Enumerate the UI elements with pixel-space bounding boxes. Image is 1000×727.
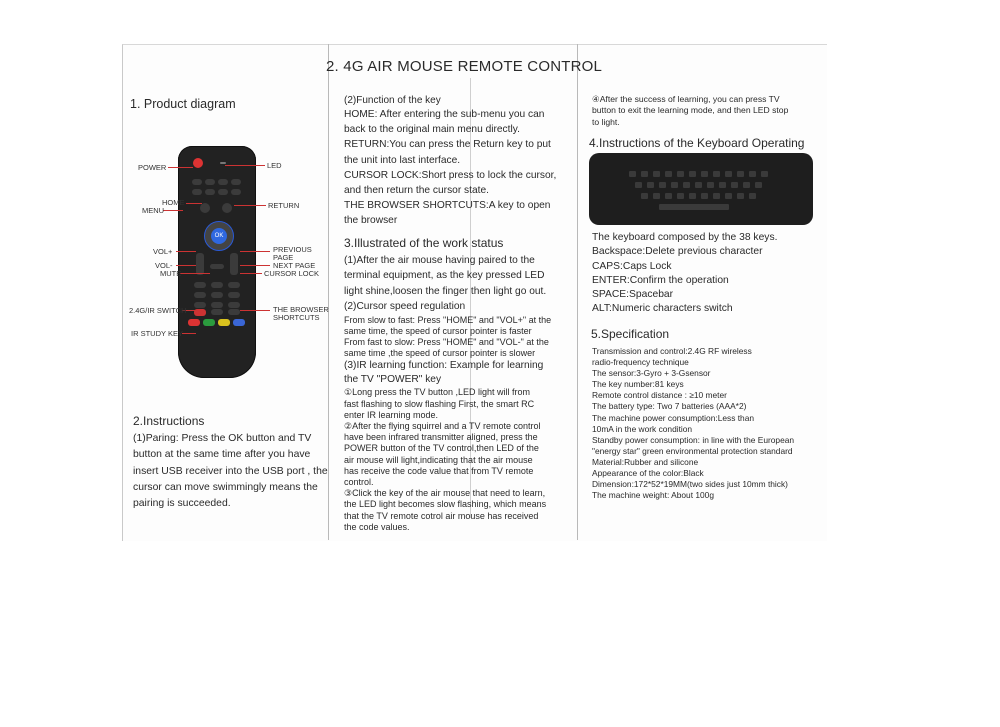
- func-line: THE BROWSER SHORTCUTS:A key to open: [344, 200, 551, 212]
- func-line: RETURN:You can press the Return key to put: [344, 139, 551, 151]
- ir-line: ③Click the key of the air mouse that need to learn,: [344, 488, 546, 499]
- label-vol-down: VOL-: [155, 261, 173, 270]
- ir-line: ①Long press the TV button ,LED light will from: [344, 387, 530, 398]
- ir-line: control.: [344, 477, 374, 488]
- ok-button-shape: OK: [211, 228, 227, 244]
- column-learning-end: [592, 94, 822, 128]
- ir-line: fast flashing to slow flashing First, the smart RC: [344, 398, 535, 409]
- work-line: (1)After the air mouse having paired to the: [344, 254, 535, 266]
- blue-key: [233, 319, 245, 326]
- spec-line: The sensor:3-Gyro + 3-Gsensor: [592, 368, 711, 379]
- ir-heading-line: (3)IR learning function: Example for learning: [344, 360, 544, 372]
- spec-line: Transmission and control:2.4G RF wireless: [592, 346, 752, 356]
- speed-line: same time ,the speed of cursor pointer is slower: [344, 348, 536, 359]
- fold-line-right: [577, 44, 578, 540]
- ir-line: has receive the code value that from TV remote: [344, 465, 534, 476]
- learning-line: button to exit the learning mode, and then LED stop: [592, 105, 789, 116]
- spec-line: "energy star" green environmental protection standard: [592, 445, 793, 456]
- speed-line: From slow to fast: Press "HOME" and "VOL+" at the: [344, 314, 552, 325]
- spec-line: radio-frequency technique: [592, 357, 689, 368]
- ir-line: the code values.: [344, 521, 410, 532]
- spec-line: 10mA in the work condition: [592, 423, 693, 434]
- label-menu: MENU: [142, 206, 165, 215]
- mute-button-shape: [210, 264, 224, 269]
- work-line: light shine,loosen the finger then light go out.: [344, 285, 547, 297]
- keyboard-instructions: [592, 231, 822, 317]
- func-line: and then return the cursor state.: [344, 185, 489, 197]
- keyboard-image: [589, 153, 813, 225]
- spec-line: Material:Rubber and silicone: [592, 456, 699, 467]
- work-line: (2)Cursor speed regulation: [344, 301, 466, 313]
- led-shape: [220, 162, 226, 164]
- func-line: the browser: [344, 215, 398, 227]
- keyboard-line: SPACE:Spacebar: [592, 289, 674, 301]
- column-key-functions: [344, 94, 576, 533]
- spec-line: The key number:81 keys: [592, 379, 684, 390]
- spec-line: Dimension:172*52*19MM(two sides just 10mm thick): [592, 479, 788, 490]
- specification-list: [592, 346, 826, 501]
- instructions-heading: 2.Instructions: [133, 414, 205, 428]
- spec-line: The battery type: Two 7 batteries (AAA*2): [592, 401, 747, 412]
- label-led: LED: [267, 161, 282, 170]
- yellow-key: [218, 319, 230, 326]
- work-line: terminal equipment, as the key pressed LED: [344, 270, 545, 282]
- label-next-page: NEXT PAGE: [273, 261, 316, 270]
- spec-line: Standby power consumption: in line with the European: [592, 434, 795, 445]
- product-diagram-heading: 1. Product diagram: [130, 97, 236, 111]
- label-previous-page: PREVIOUS PAGE: [273, 245, 312, 262]
- learning-line: ④After the success of learning, you can press TV: [592, 94, 780, 104]
- page-rocker: [230, 253, 238, 275]
- pairing-paragraph: (1)Paring: Press the OK button and TV button at the same time after you have insert USB receiver into the USB port , the cursor can move swimmingly means the pairing is succeeded.: [133, 433, 328, 510]
- ir-heading-line: the TV "POWER" key: [344, 374, 442, 386]
- function-heading: (2)Function of the key: [344, 95, 441, 106]
- home-button-shape: [200, 203, 210, 213]
- return-button-shape: [222, 203, 232, 213]
- label-ir-study-key: IR STUDY KEY: [131, 329, 183, 338]
- keyboard-line: ALT:Numeric characters switch: [592, 303, 733, 315]
- ir-line: have been infrared transmitter aligned, press the: [344, 432, 538, 443]
- keyboard-heading: 4.Instructions of the Keyboard Operating: [589, 136, 805, 150]
- speed-line: From fast to slow: Press "HOME" and "VOL-" at the: [344, 337, 549, 348]
- work-status-heading: 3.Illustrated of the work status: [344, 235, 504, 250]
- label-browser-shortcuts: THE BROWSER SHORTCUTS: [273, 305, 329, 322]
- page-title: 2. 4G AIR MOUSE REMOTE CONTROL: [326, 58, 603, 75]
- ir-line: air mouse will light,indicating that the air mouse: [344, 454, 533, 465]
- label-home: HOME: [162, 198, 185, 207]
- label-return: RETURN: [268, 201, 300, 210]
- label-switch: 2.4G/IR SWITCH: [129, 306, 187, 315]
- keyboard-line: CAPS:Caps Lock: [592, 260, 672, 272]
- ir-line: ②After the flying squirrel and a TV remote control: [344, 421, 541, 432]
- green-key: [203, 319, 215, 326]
- spec-line: Appearance of the color:Black: [592, 468, 704, 479]
- label-cursor-lock: CURSOR LOCK: [264, 269, 320, 278]
- label-power: POWER: [138, 163, 167, 172]
- ir-line: that the TV remote cotrol air mouse has received: [344, 510, 539, 521]
- dpad: [204, 221, 234, 251]
- specification-heading: 5.Specification: [591, 327, 670, 341]
- keyboard-line: Backspace:Delete previous character: [592, 246, 763, 258]
- learning-line: to light.: [592, 116, 620, 127]
- power-button-shape: [193, 158, 203, 168]
- spec-line: The machine power consumption:Less than: [592, 412, 755, 423]
- ir-line: POWER button of the TV control,then LED of the: [344, 443, 539, 454]
- keyboard-line: ENTER:Confirm the operation: [592, 274, 729, 286]
- speed-line: same time, the speed of cursor pointer is faster: [344, 325, 532, 336]
- keyboard-line: The keyboard composed by the 38 keys.: [592, 232, 778, 243]
- spec-line: Remote control distance : ≥10 meter: [592, 390, 727, 401]
- remote-control-image: [178, 146, 256, 378]
- func-line: back to the original main menu directly.: [344, 124, 520, 136]
- ir-line: enter IR learning mode.: [344, 409, 439, 420]
- func-line: CURSOR LOCK:Short press to lock the cursor,: [344, 169, 557, 181]
- label-mute: MUTE: [160, 269, 182, 278]
- ir-line: the LED light becomes slow flashing, which means: [344, 499, 547, 510]
- func-line: the unit into last interface.: [344, 154, 461, 166]
- spec-line: The machine weight: About 100g: [592, 490, 714, 501]
- label-vol-up: VOL+: [153, 247, 173, 256]
- func-line: HOME: After entering the sub-menu you can: [344, 109, 545, 120]
- volume-rocker: [196, 253, 204, 275]
- red-key: [188, 319, 200, 326]
